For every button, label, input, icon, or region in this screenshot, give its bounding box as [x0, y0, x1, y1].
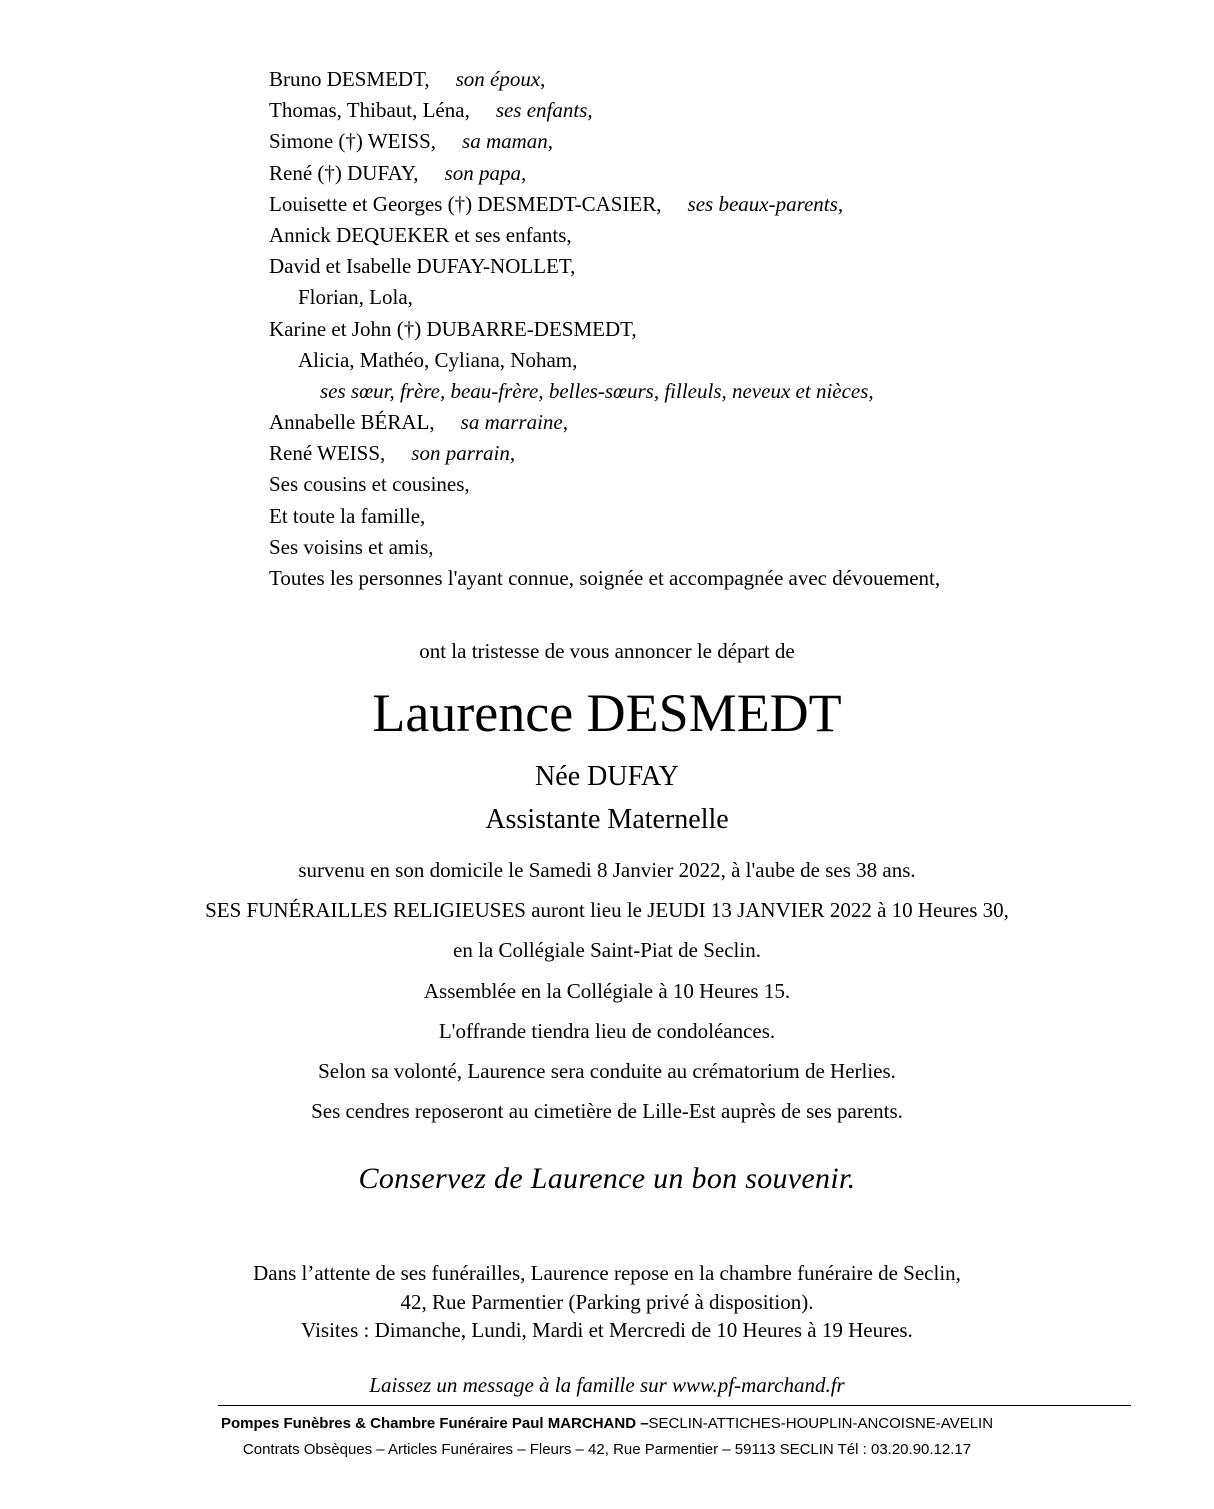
family-name: Simone (†) WEISS,: [269, 129, 437, 154]
family-line-in-laws: [269, 189, 1169, 220]
family-list: [269, 64, 1169, 594]
family-name: Thomas, Thibaut, Léna,: [269, 98, 470, 123]
profession: Assistante Maternelle: [485, 804, 729, 835]
family-line: [269, 220, 1169, 251]
family-name: Toutes les personnes l'ayant connue, soignée et accompagnée avec dévouement,: [269, 566, 941, 590]
family-name: Annabelle BÉRAL,: [269, 410, 435, 435]
detail-line: L'offrande tiendra lieu de condoléances.: [438, 1018, 776, 1043]
message-invite: Laissez un message à la famille sur www.pf-marchand.fr: [369, 1373, 845, 1397]
detail-line: en la Collégiale Saint-Piat de Seclin.: [453, 938, 761, 963]
footer-company-line: [0, 1412, 1214, 1436]
deceased-name: Laurence DESMEDT: [372, 683, 842, 743]
family-line-sub: [269, 345, 1169, 376]
family-role: ses enfants,: [495, 98, 593, 123]
family-name: Florian, Lola,: [298, 285, 413, 310]
footer-divider: [218, 1405, 1131, 1406]
family-line: [269, 563, 1169, 594]
souvenir-quote: Conservez de Laurence un bon souvenir.: [358, 1162, 856, 1195]
family-line-children: [269, 95, 1169, 126]
family-line: [269, 532, 1169, 563]
family-line: [269, 251, 1169, 282]
company-towns: SECLIN-ATTICHES-HOUPLIN-ANCOISNE-AVELIN: [648, 1415, 994, 1432]
family-name: Ses cousins et cousines,: [269, 472, 470, 497]
family-name: ses sœur, frère, beau-frère, belles-sœurs, filleuls, neveux et nièces,: [320, 378, 874, 403]
family-line: [269, 314, 1169, 345]
family-line: [269, 469, 1169, 500]
family-role: son papa,: [444, 160, 527, 185]
repose-line: Dans l’attente de ses funérailles, Laurence repose en la chambre funéraire de Seclin,: [253, 1261, 961, 1285]
detail-line: survenu en son domicile le Samedi 8 Janvier 2022, à l'aube de ses 38 ans.: [298, 858, 916, 882]
family-line-mother: [269, 126, 1169, 157]
family-name: René WEISS,: [269, 441, 386, 466]
announcement-intro: ont la tristesse de vous annoncer le départ de: [419, 639, 795, 663]
family-role: son époux,: [455, 67, 546, 91]
family-line-sub: [269, 282, 1169, 313]
detail-line: Assemblée en la Collégiale à 10 Heures 15.: [423, 978, 791, 1003]
family-name: Ses voisins et amis,: [269, 534, 434, 559]
family-line-father: [269, 158, 1169, 189]
family-line-godfather: [269, 438, 1169, 469]
family-name: Annick DEQUEKER et ses enfants,: [269, 222, 572, 247]
family-name: Et toute la famille,: [269, 503, 426, 528]
repose-line: Visites : Dimanche, Lundi, Mardi et Mercredi de 10 Heures à 19 Heures.: [301, 1318, 913, 1342]
family-name: Bruno DESMEDT,: [269, 67, 430, 91]
detail-line: SES FUNÉRAILLES RELIGIEUSES auront lieu le JEUDI 13 JANVIER 2022 à 10 Heures 30,: [205, 898, 1009, 923]
family-line-godmother: [269, 407, 1169, 438]
family-name: Karine et John (†) DUBARRE-DESMEDT,: [269, 316, 637, 341]
family-role: ses beaux-parents,: [687, 191, 844, 216]
family-name: Alicia, Mathéo, Cyliana, Noham,: [298, 347, 578, 372]
detail-line: Selon sa volonté, Laurence sera conduite au crématorium de Herlies.: [318, 1058, 896, 1083]
family-name: René (†) DUFAY,: [269, 160, 419, 185]
family-name: David et Isabelle DUFAY-NOLLET,: [269, 254, 576, 279]
family-line-relations: [269, 376, 1169, 407]
repose-line: 42, Rue Parmentier (Parking privé à disposition).: [400, 1289, 814, 1314]
birth-name: Née DUFAY: [535, 761, 679, 792]
family-name: Louisette et Georges (†) DESMEDT-CASIER,: [269, 191, 662, 216]
family-line: [269, 501, 1169, 532]
family-line-spouse: [269, 64, 1169, 95]
family-role: sa maman,: [462, 129, 554, 154]
footer-services: Contrats Obsèques – Articles Funéraires – Fleurs – 42, Rue Parmentier – 59113 SECLIN Tél : 03.20.90.12.17: [242, 1441, 972, 1458]
family-role: son parrain,: [411, 441, 516, 466]
repose-info: [0, 1259, 1214, 1345]
detail-line: Ses cendres reposeront au cimetière de Lille-Est auprès de ses parents.: [311, 1099, 903, 1124]
family-role: sa marraine,: [460, 410, 568, 435]
company-name: Pompes Funèbres & Chambre Funéraire Paul MARCHAND –: [220, 1415, 649, 1432]
funeral-details: [0, 850, 1214, 1131]
